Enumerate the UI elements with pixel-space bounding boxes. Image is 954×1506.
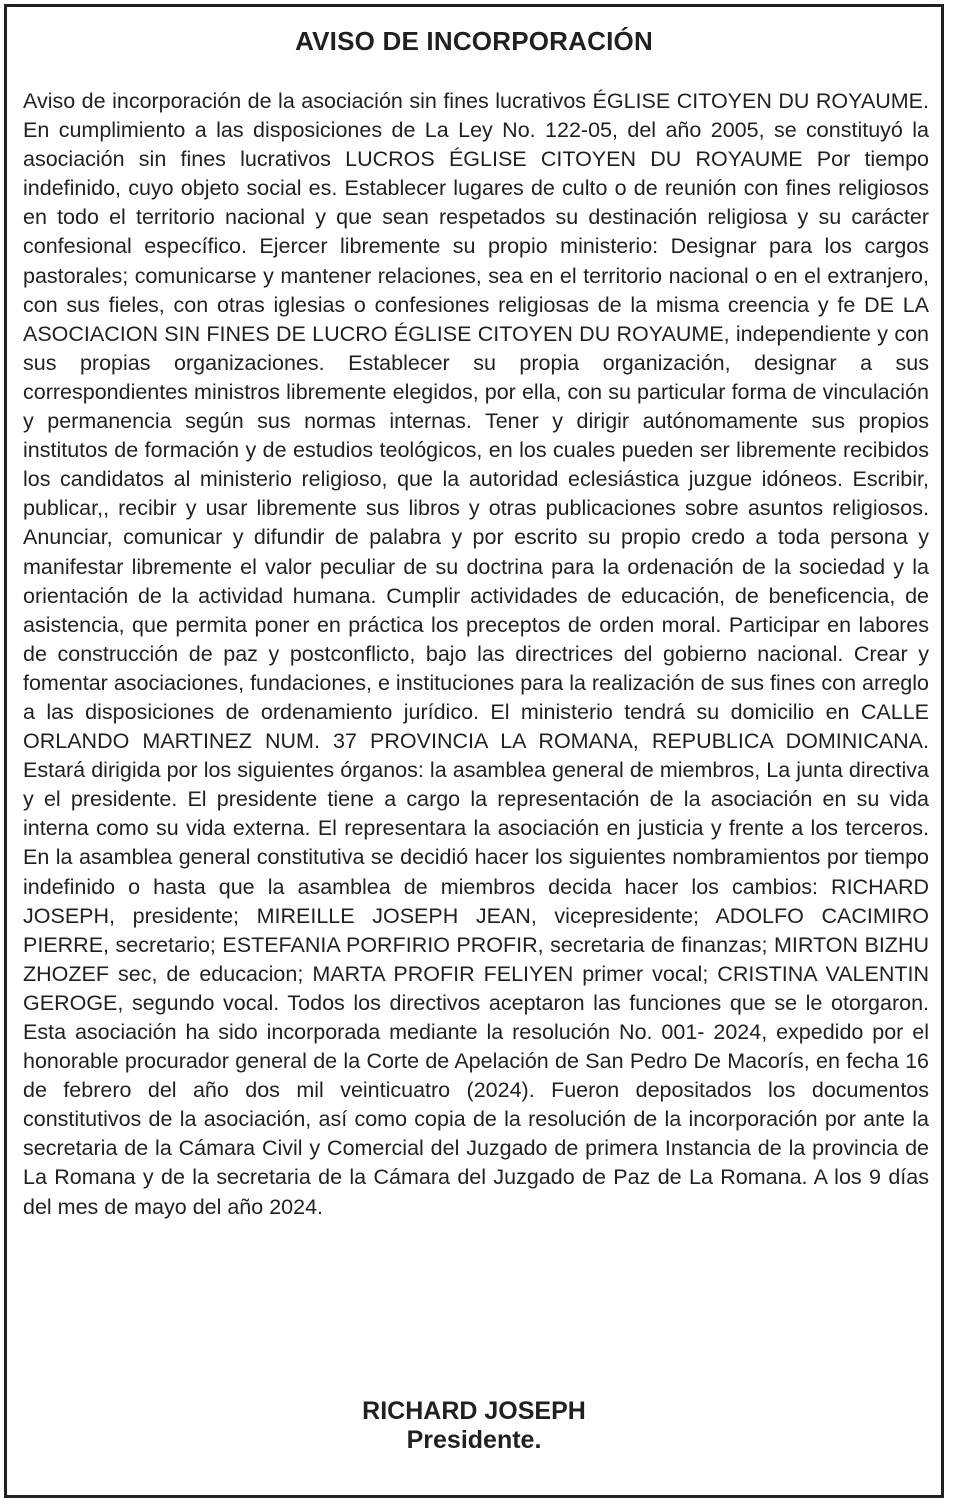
signature-name: RICHARD JOSEPH <box>362 1397 586 1425</box>
notice-title: AVISO DE INCORPORACIÓN <box>295 26 653 56</box>
signature-block <box>7 1397 941 1455</box>
notice-frame <box>4 4 944 1498</box>
signature-role: Presidente. <box>406 1426 542 1454</box>
notice-body: Aviso de incorporación de la asociación sin fines lucrativos ÉGLISE CITOYEN DU ROYAUME. En cumplimiento a las disposiciones de La Ley No. 122-05, del año 2005, se constituyó la asociación sin fines lucrativos LUCROS ÉGLISE CITOYEN DU ROYAUME Por tiempo indefinido, cuyo objeto social es. Establecer lugares de culto o de reunión con fines religiosos en todo el territorio nacional y que sean respetados su destinación religiosa y su carácter confesional específico. Ejercer libremente su propio ministerio: Designar para los cargos pastorales; comunicarse y mantener relaciones, sea en el territorio nacional o en el extranjero, con sus fieles, con otras iglesias o confesiones religiosas de la misma creencia y fe DE LA ASOCIACION SIN FINES DE LUCRO ÉGLISE CITOYEN DU ROYAUME, independiente y con sus propias organizaciones. Establecer su propia organización, designar a sus correspondientes ministros libremente elegidos, por ella, con su particular forma de vinculación y permanencia según sus normas internas. Tener y dirigir autónomamente sus propios institutos de formación y de estudios teológicos, en los cuales pueden ser libremente recibidos los candidatos al ministerio religioso, que la autoridad eclesiástica juzgue idóneos. Escribir, publicar,, recibir y usar libremente sus libros y otras publicaciones sobre asuntos religiosos. Anunciar, comunicar y difundir de palabra y por escrito su propio credo a toda persona y manifestar libremente el valor peculiar de su doctrina para la ordenación de la sociedad y la orientación de la actividad humana. Cumplir actividades de educación, de beneficencia, de asistencia, que permita poner en práctica los preceptos de orden moral. Participar en labores de construcción de paz y postconflicto, bajo las directrices del gobierno nacional. Crear y fomentar asociaciones, fundaciones, e instituciones para la realización de sus fines con arreglo a las disposiciones de ordenamiento jurídico. El ministerio tendrá su domicilio en CALLE ORLANDO MARTINEZ NUM. 37 PROVINCIA LA ROMANA, REPUBLICA DOMINICANA. Estará dirigida por los siguientes órganos: la asamblea general de miembros, La junta directiva y el presidente. El presidente tiene a cargo la representación de la asociación en su vida interna como su vida externa. El representara la asociación en justicia y frente a los terceros. En la asamblea general constitutiva se decidió hacer los siguientes nombramientos por tiempo indefinido o hasta que la asamblea de miembros decida hacer los cambios: RICHARD JOSEPH, presidente; MIREILLE JOSEPH JEAN, vicepresidente; ADOLFO CACIMIRO PIERRE, secretario; ESTEFANIA PORFIRIO PROFIR, secretaria de finanzas; MIRTON BIZHU ZHOZEF sec, de educacion; MARTA PROFIR FELIYEN primer vocal; CRISTINA VALENTIN GEROGE, segundo vocal. Todos los directivos aceptaron las funciones que se le otorgaron. Esta asociación ha sido incorporada mediante la resolución No. 001- 2024, expedido por el honorable procurador general de la Corte de Apelación de San Pedro De Macorís, en fecha 16 de febrero del año dos mil veinticuatro (2024). Fueron depositados los documentos constitutivos de la asociación, así como copia de la resolución de la incorporación por ante la secretaria de la Cámara Civil y Comercial del Juzgado de primera Instancia de la provincia de La Romana y de la secretaria de la Cámara del Juzgado de Paz de La Romana. A los 9 días del mes de mayo del año 2024. <box>23 89 929 1219</box>
